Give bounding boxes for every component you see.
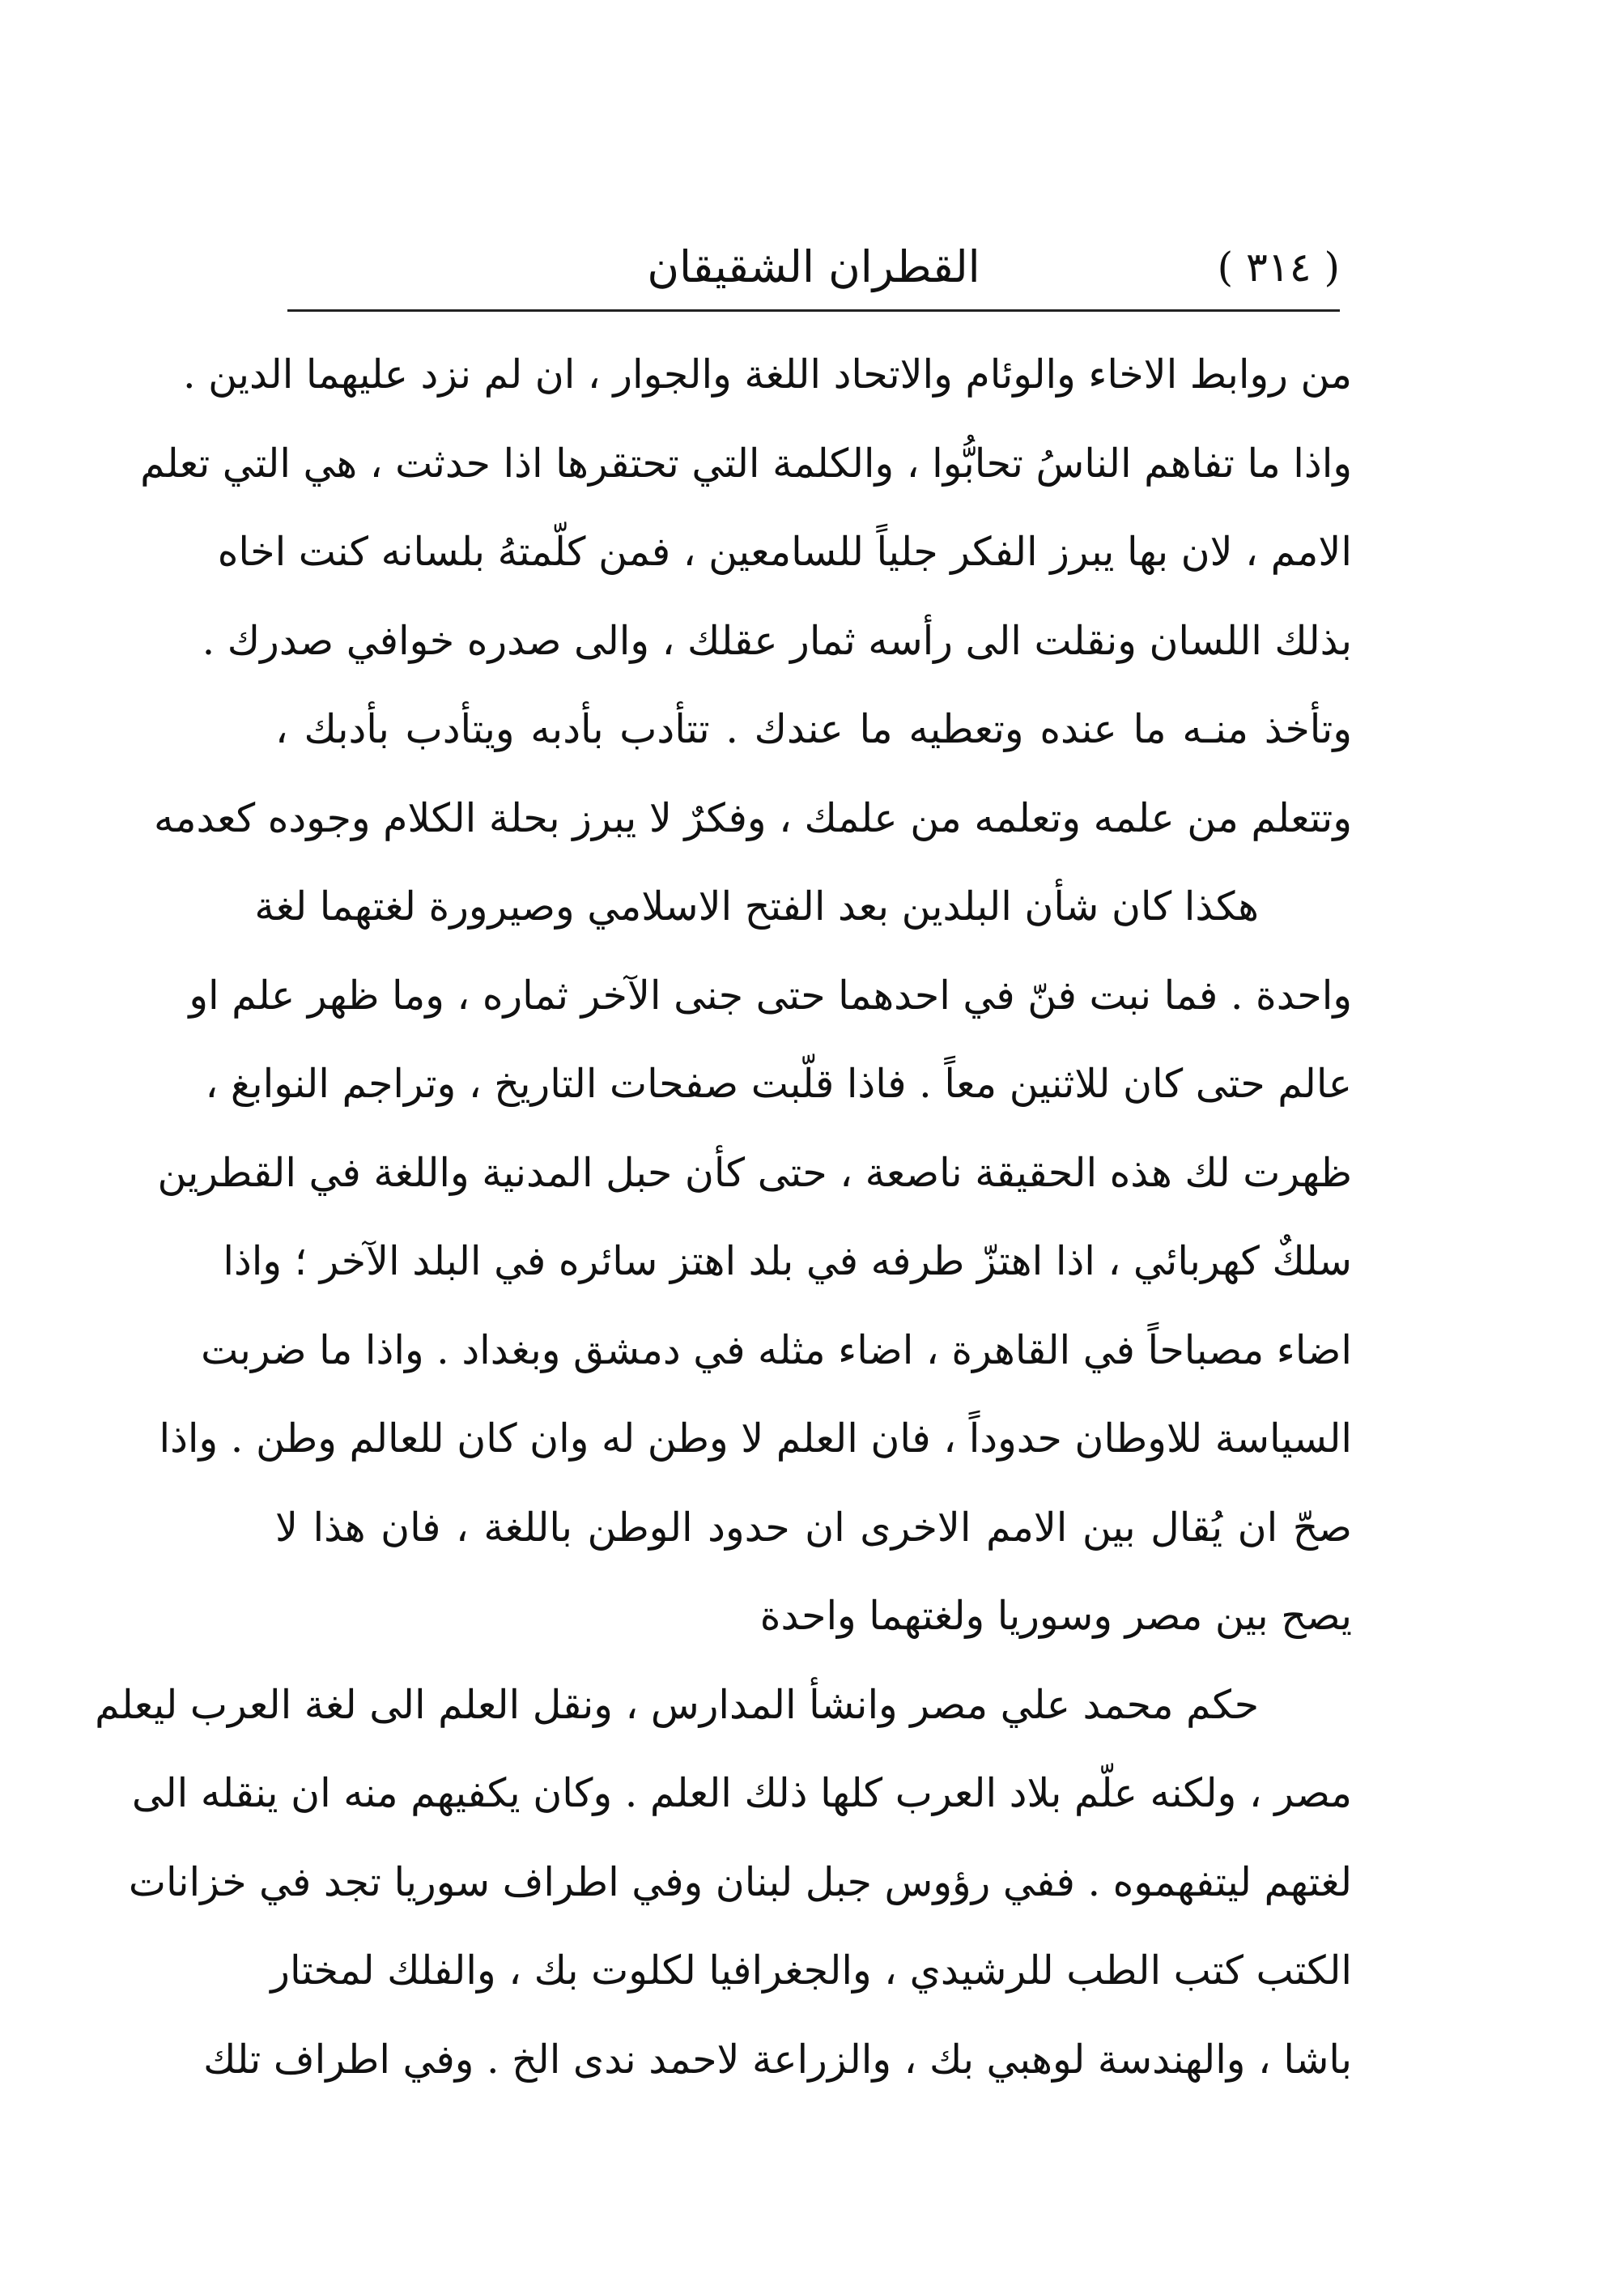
text-line: اضاء مصباحاً في القاهرة ، اضاء مثله في دمشق وبغداد . واذا ما ضربت [201, 1326, 1352, 1373]
running-title: القطران الشقيقان [647, 241, 980, 292]
paragraph-first-line: هكذا كان شأن البلدين بعد الفتح الاسلامي وصيرورة لغتهما لغة [254, 883, 1259, 930]
text-line: الكتب كتب الطب للرشيدي ، والجغرافيا لكلوت بك ، والفلك لمختار [270, 1947, 1352, 1994]
paragraph-last-line: يصح بين مصر وسوريا ولغتهما واحدة [759, 1593, 1352, 1639]
body-text [95, 330, 1352, 2104]
text-line: صحّ ان يُقال بين الامم الاخرى ان حدود الوطن باللغة ، فان هذا لا [275, 1504, 1352, 1551]
text-line: بذلك اللسان ونقلت الى رأسه ثمار عقلك ، والى صدره خوافي صدرك . [202, 617, 1352, 664]
paragraph-first-line: حكم محمد علي مصر وانشأ المدارس ، ونقل العلم الى لغة العرب ليعلم [95, 1681, 1259, 1728]
page-number: ( ٣١٤ ) [1217, 244, 1340, 291]
text-line: مصر ، ولكنه علّم بلاد العرب كلها ذلك العلم . وكان يكفيهم منه ان ينقله الى [131, 1770, 1352, 1816]
text-line: السياسة للاوطان حدوداً ، فان العلم لا وطن له وان كان للعالم وطن . واذا [159, 1415, 1352, 1462]
text-line: عالم حتى كان للاثنين معاً . فاذا قلّبت صفحات التاريخ ، وتراجم النوابغ ، [205, 1061, 1352, 1107]
text-line: ظهرت لك هذه الحقيقة ناصعة ، حتى كأن حبل المدنية واللغة في القطرين [157, 1149, 1352, 1196]
text-line: سلكٌ كهربائي ، اذا اهتزّ طرفه في بلد اهتز سائره في البلد الآخر ؛ واذا [223, 1238, 1352, 1284]
text-line: واذا ما تفاهم الناسُ تحابُّوا ، والكلمة التي تحتقرها اذا حدثت ، هي التي تعلم [140, 440, 1352, 487]
text-line: واحدة . فما نبت فنّ في احدهما حتى جنى الآخر ثماره ، وما ظهر علم او [189, 972, 1352, 1019]
text-line: وتتعلم من علمه وتعلمه من علمك ، وفكرٌ لا يبرز بحلة الكلام وجوده كعدمه [153, 794, 1352, 841]
text-line: لغتهم ليتفهموه . ففي رؤوس جبل لبنان وفي اطراف سوريا تجد في خزانات [128, 1858, 1352, 1905]
text-line: باشا ، والهندسة لوهبي بك ، والزراعة لاحمد ندى الخ . وفي اطراف تلك [203, 2036, 1352, 2083]
text-line: الامم ، لان بها يبرز الفكر جلياً للسامعين ، فمن كلّمتهُ بلسانه كنت اخاه [217, 529, 1352, 575]
header-rule [287, 309, 1340, 312]
text-line: من روابط الاخاء والوئام والاتحاد اللغة والجوار ، ان لم نزد عليهما الدين . [182, 351, 1352, 398]
text-line: وتأخذ منـه ما عنده وتعطيه ما عندك . تتأدب بأدبه ويتأدب بأدبك ، [275, 706, 1352, 752]
page-header [287, 235, 1340, 300]
